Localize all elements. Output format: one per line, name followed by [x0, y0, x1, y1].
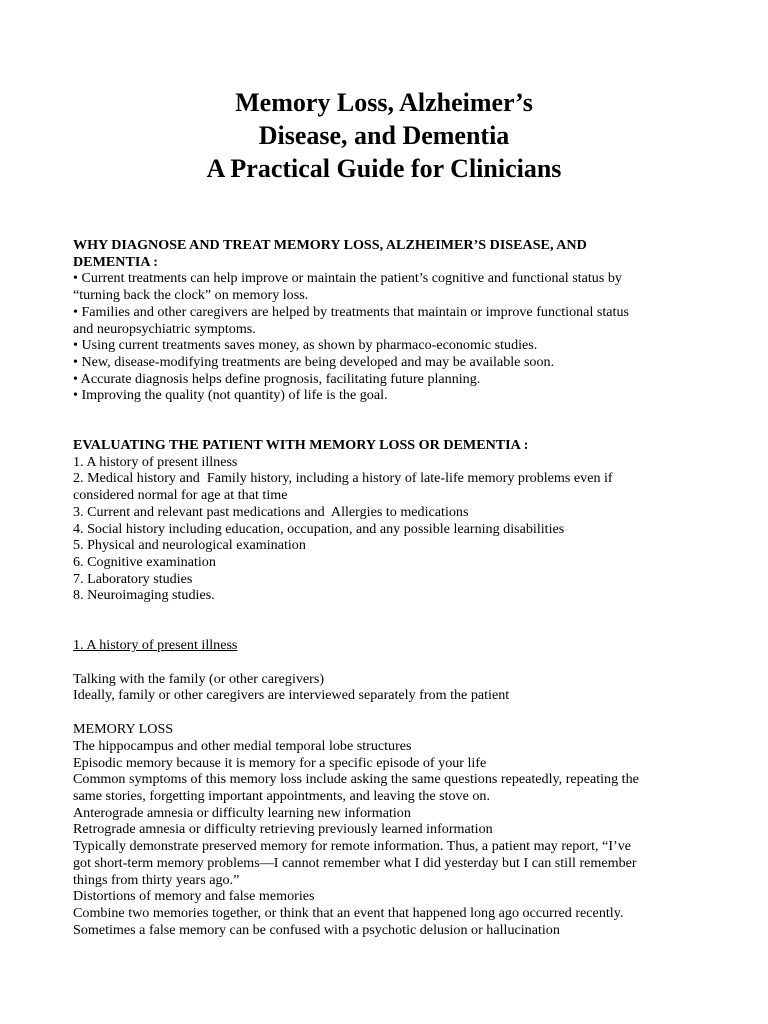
section-heading: EVALUATING THE PATIENT WITH MEMORY LOSS OR DEMENTIA :	[73, 437, 529, 454]
document-body	[73, 237, 703, 938]
list-item: 4. Social history including education, occupation, and any possible learning disabilities	[73, 520, 565, 537]
text-line: Combine two memories together, or think that an event that happened long ago occurred recently.	[73, 904, 624, 921]
bullet-line: and neuropsychiatric symptoms.	[73, 320, 256, 337]
list-item: 1. A history of present illness	[73, 453, 238, 470]
subsection-heading: MEMORY LOSS	[73, 721, 174, 738]
text-line: Retrograde amnesia or difficulty retrieving previously learned information	[73, 821, 493, 838]
bullet-line: “turning back the clock” on memory loss.	[73, 287, 309, 304]
section-why-diagnose	[73, 237, 703, 404]
text-line: Talking with the family (or other caregivers)	[73, 670, 325, 687]
list-item: 5. Physical and neurological examination	[73, 537, 306, 554]
section-heading: 1. A history of present illness	[73, 637, 238, 654]
text-line: same stories, forgetting important appointments, and leaving the stove on.	[73, 787, 490, 804]
bullet-line: • Using current treatments saves money, as shown by pharmaco-economic studies.	[73, 337, 538, 354]
list-item: 7. Laboratory studies	[73, 570, 193, 587]
text-line: The hippocampus and other medial temporal lobe structures	[73, 737, 412, 754]
text-line: things from thirty years ago.”	[73, 871, 240, 888]
list-item: 3. Current and relevant past medications and Allergies to medications	[73, 503, 469, 520]
section-history	[73, 637, 703, 938]
bullet-line: • New, disease-modifying treatments are being developed and may be available soon.	[73, 353, 555, 370]
list-item: 8. Neuroimaging studies.	[73, 587, 215, 604]
bullet-line: • Accurate diagnosis helps define prognosis, facilitating future planning.	[73, 370, 481, 387]
text-line: Ideally, family or other caregivers are interviewed separately from the patient	[73, 687, 510, 704]
list-item: 2. Medical history and Family history, including a history of late-life memory problems even if	[73, 470, 613, 487]
text-line: Common symptoms of this memory loss include asking the same questions repeatedly, repeating the	[73, 771, 639, 788]
title-line-1: Memory Loss, Alzheimer’s	[235, 88, 533, 117]
list-item: 6. Cognitive examination	[73, 553, 216, 570]
section-heading: WHY DIAGNOSE AND TREAT MEMORY LOSS, ALZHEIMER’S DISEASE, AND	[73, 237, 587, 253]
text-line: Distortions of memory and false memories	[73, 888, 315, 905]
section-heading: DEMENTIA :	[73, 253, 158, 270]
text-line: got short-term memory problems—I cannot remember what I did yesterday but I can still remember	[73, 854, 637, 871]
bullet-line: • Current treatments can help improve or maintain the patient’s cognitive and functional status by	[73, 270, 622, 287]
text-line: Sometimes a false memory can be confused with a psychotic delusion or hallucination	[73, 921, 560, 938]
list-item: considered normal for age at that time	[73, 487, 288, 504]
title-line-3: A Practical Guide for Clinicians	[206, 154, 562, 183]
text-line: Episodic memory because it is memory for a specific episode of your life	[73, 754, 487, 771]
bullet-line: • Improving the quality (not quantity) of life is the goal.	[73, 387, 388, 404]
text-line: Typically demonstrate preserved memory for remote information. Thus, a patient may report, “I’ve	[73, 838, 632, 855]
bullet-line: • Families and other caregivers are helped by treatments that maintain or improve functional status	[73, 303, 629, 320]
section-evaluating	[73, 437, 703, 604]
text-line: Anterograde amnesia or difficulty learning new information	[73, 804, 411, 821]
title-line-2: Disease, and Dementia	[258, 121, 510, 150]
document-title	[0, 86, 768, 185]
